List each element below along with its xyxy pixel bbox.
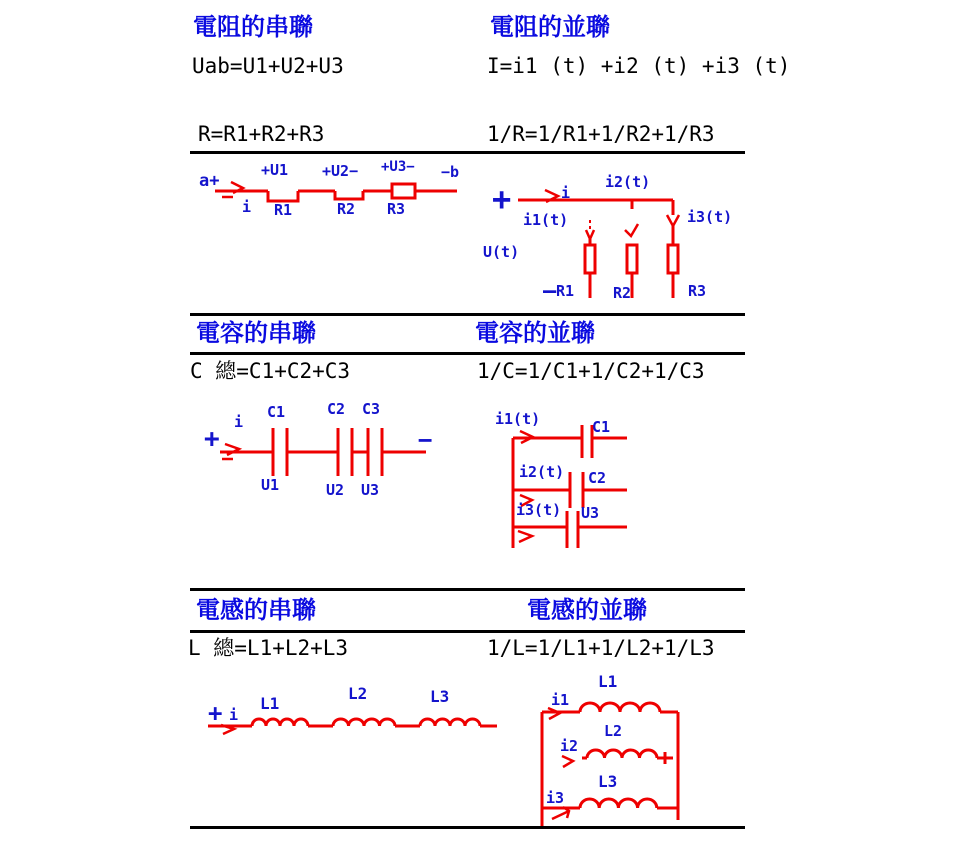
capacitor-label: U3	[581, 504, 600, 522]
inductor-coil-l2	[587, 750, 657, 758]
separator-line-1	[190, 151, 745, 154]
voltage-label: +U2−	[322, 162, 359, 180]
capacitor-label: C1	[592, 418, 611, 436]
resistor-label: R3	[688, 282, 707, 300]
separator-line-6	[190, 826, 745, 829]
resistor-symbol-r2	[335, 191, 363, 199]
inductor-series-circuit-diagram	[205, 685, 500, 740]
resistor-label: R3	[387, 200, 406, 218]
capacitor-parallel-circuit-diagram	[490, 405, 650, 560]
current-label: i3(t)	[687, 208, 733, 226]
plus-terminal-label: +	[204, 424, 220, 454]
inductor-label: L3	[598, 772, 618, 791]
resistor-symbol-r1	[585, 245, 595, 273]
current-label: i2	[560, 737, 579, 755]
inductor-label: L3	[430, 687, 450, 706]
formula-resistor-series-voltage: Uab=U1+U2+U3	[192, 54, 344, 78]
voltage-source-label: U(t)	[483, 243, 520, 261]
resistor-label: R1	[274, 201, 293, 219]
section-title-resistor-parallel: 電阻的並聯	[490, 13, 610, 41]
current-label: i1(t)	[523, 211, 569, 229]
current-label: i1(t)	[495, 410, 541, 428]
current-label: i	[561, 184, 571, 202]
inductor-label: L2	[604, 722, 623, 740]
resistor-symbol-r3	[668, 245, 678, 273]
formula-capacitor-parallel: 1/C=1/C1+1/C2+1/C3	[477, 359, 705, 383]
separator-line-3	[190, 352, 745, 355]
voltage-label: U3	[361, 481, 380, 499]
capacitor-series-circuit-diagram	[200, 400, 435, 500]
voltage-label: +U3−	[381, 159, 415, 175]
formula-resistor-parallel-resistance: 1/R=1/R1+1/R2+1/R3	[487, 122, 715, 146]
formula-resistor-parallel-current: I=i1 (t) +i2 (t) +i3 (t)	[487, 54, 791, 78]
formula-inductor-parallel: 1/L=1/L1+1/L2+1/L3	[487, 636, 715, 660]
section-title-inductor-parallel: 電感的並聯	[527, 596, 647, 624]
current-label: i	[234, 413, 244, 431]
resistor-label: R2	[613, 284, 632, 302]
plus-terminal-label: +	[208, 699, 223, 727]
voltage-label: U2	[326, 481, 345, 499]
resistor-series-circuit-diagram	[195, 158, 470, 220]
current-label: i3	[546, 789, 565, 807]
resistor-symbol-r3	[392, 184, 415, 198]
separator-line-2	[190, 313, 745, 316]
down-arrow-icon	[586, 230, 594, 239]
current-label: i2(t)	[519, 463, 565, 481]
formula-capacitor-series: C 總=C1+C2+C3	[190, 359, 351, 383]
current-arrow-icon	[518, 531, 532, 542]
resistor-symbol-r1	[268, 191, 298, 201]
current-label: i2(t)	[605, 173, 651, 191]
check-arrow-icon	[625, 224, 638, 236]
node-label: −b	[441, 163, 460, 181]
section-title-inductor-series: 電感的串聯	[196, 596, 316, 624]
resistor-symbol-r2	[627, 245, 637, 273]
inductor-coil-l3	[580, 799, 657, 808]
plus-terminal-label: +	[492, 180, 512, 218]
section-title-capacitor-series: 電容的串聯	[196, 319, 316, 347]
voltage-label: +U1	[261, 161, 289, 179]
down-arrow-icon	[667, 215, 679, 226]
inductor-coil-l1	[252, 719, 308, 726]
capacitor-label: C1	[267, 403, 286, 421]
resistor-label: R1	[556, 282, 575, 300]
inductor-coil-l2	[333, 719, 395, 726]
inductor-coil-l1	[580, 703, 660, 712]
inductor-label: L1	[598, 672, 618, 691]
capacitor-label: C2	[327, 400, 346, 418]
section-title-resistor-series: 電阻的串聯	[193, 13, 313, 41]
inductor-label: L1	[260, 694, 280, 713]
inductor-coil-l3	[420, 719, 480, 726]
formula-inductor-series: L 總=L1+L2+L3	[188, 636, 349, 660]
resistor-label: R2	[337, 200, 356, 218]
capacitor-label: C2	[588, 469, 607, 487]
current-label: i	[229, 706, 239, 724]
formula-resistor-series-resistance: R=R1+R2+R3	[198, 122, 325, 146]
current-label: i	[242, 198, 252, 216]
separator-line-4	[190, 588, 745, 591]
inductor-label: L2	[348, 684, 368, 703]
capacitor-label: C3	[362, 400, 381, 418]
current-label: i1	[551, 691, 570, 709]
section-title-capacitor-parallel: 電容的並聯	[475, 319, 595, 347]
node-label: a+	[199, 171, 220, 191]
resistor-parallel-circuit-diagram	[483, 170, 745, 305]
voltage-label: U1	[261, 476, 280, 494]
current-label: i3(t)	[516, 501, 562, 519]
inductor-parallel-circuit-diagram	[540, 670, 720, 830]
minus-terminal-label: −	[418, 426, 433, 454]
current-arrow-icon	[562, 756, 573, 767]
separator-line-5	[190, 630, 745, 633]
minus-terminal-label: —	[543, 279, 557, 304]
